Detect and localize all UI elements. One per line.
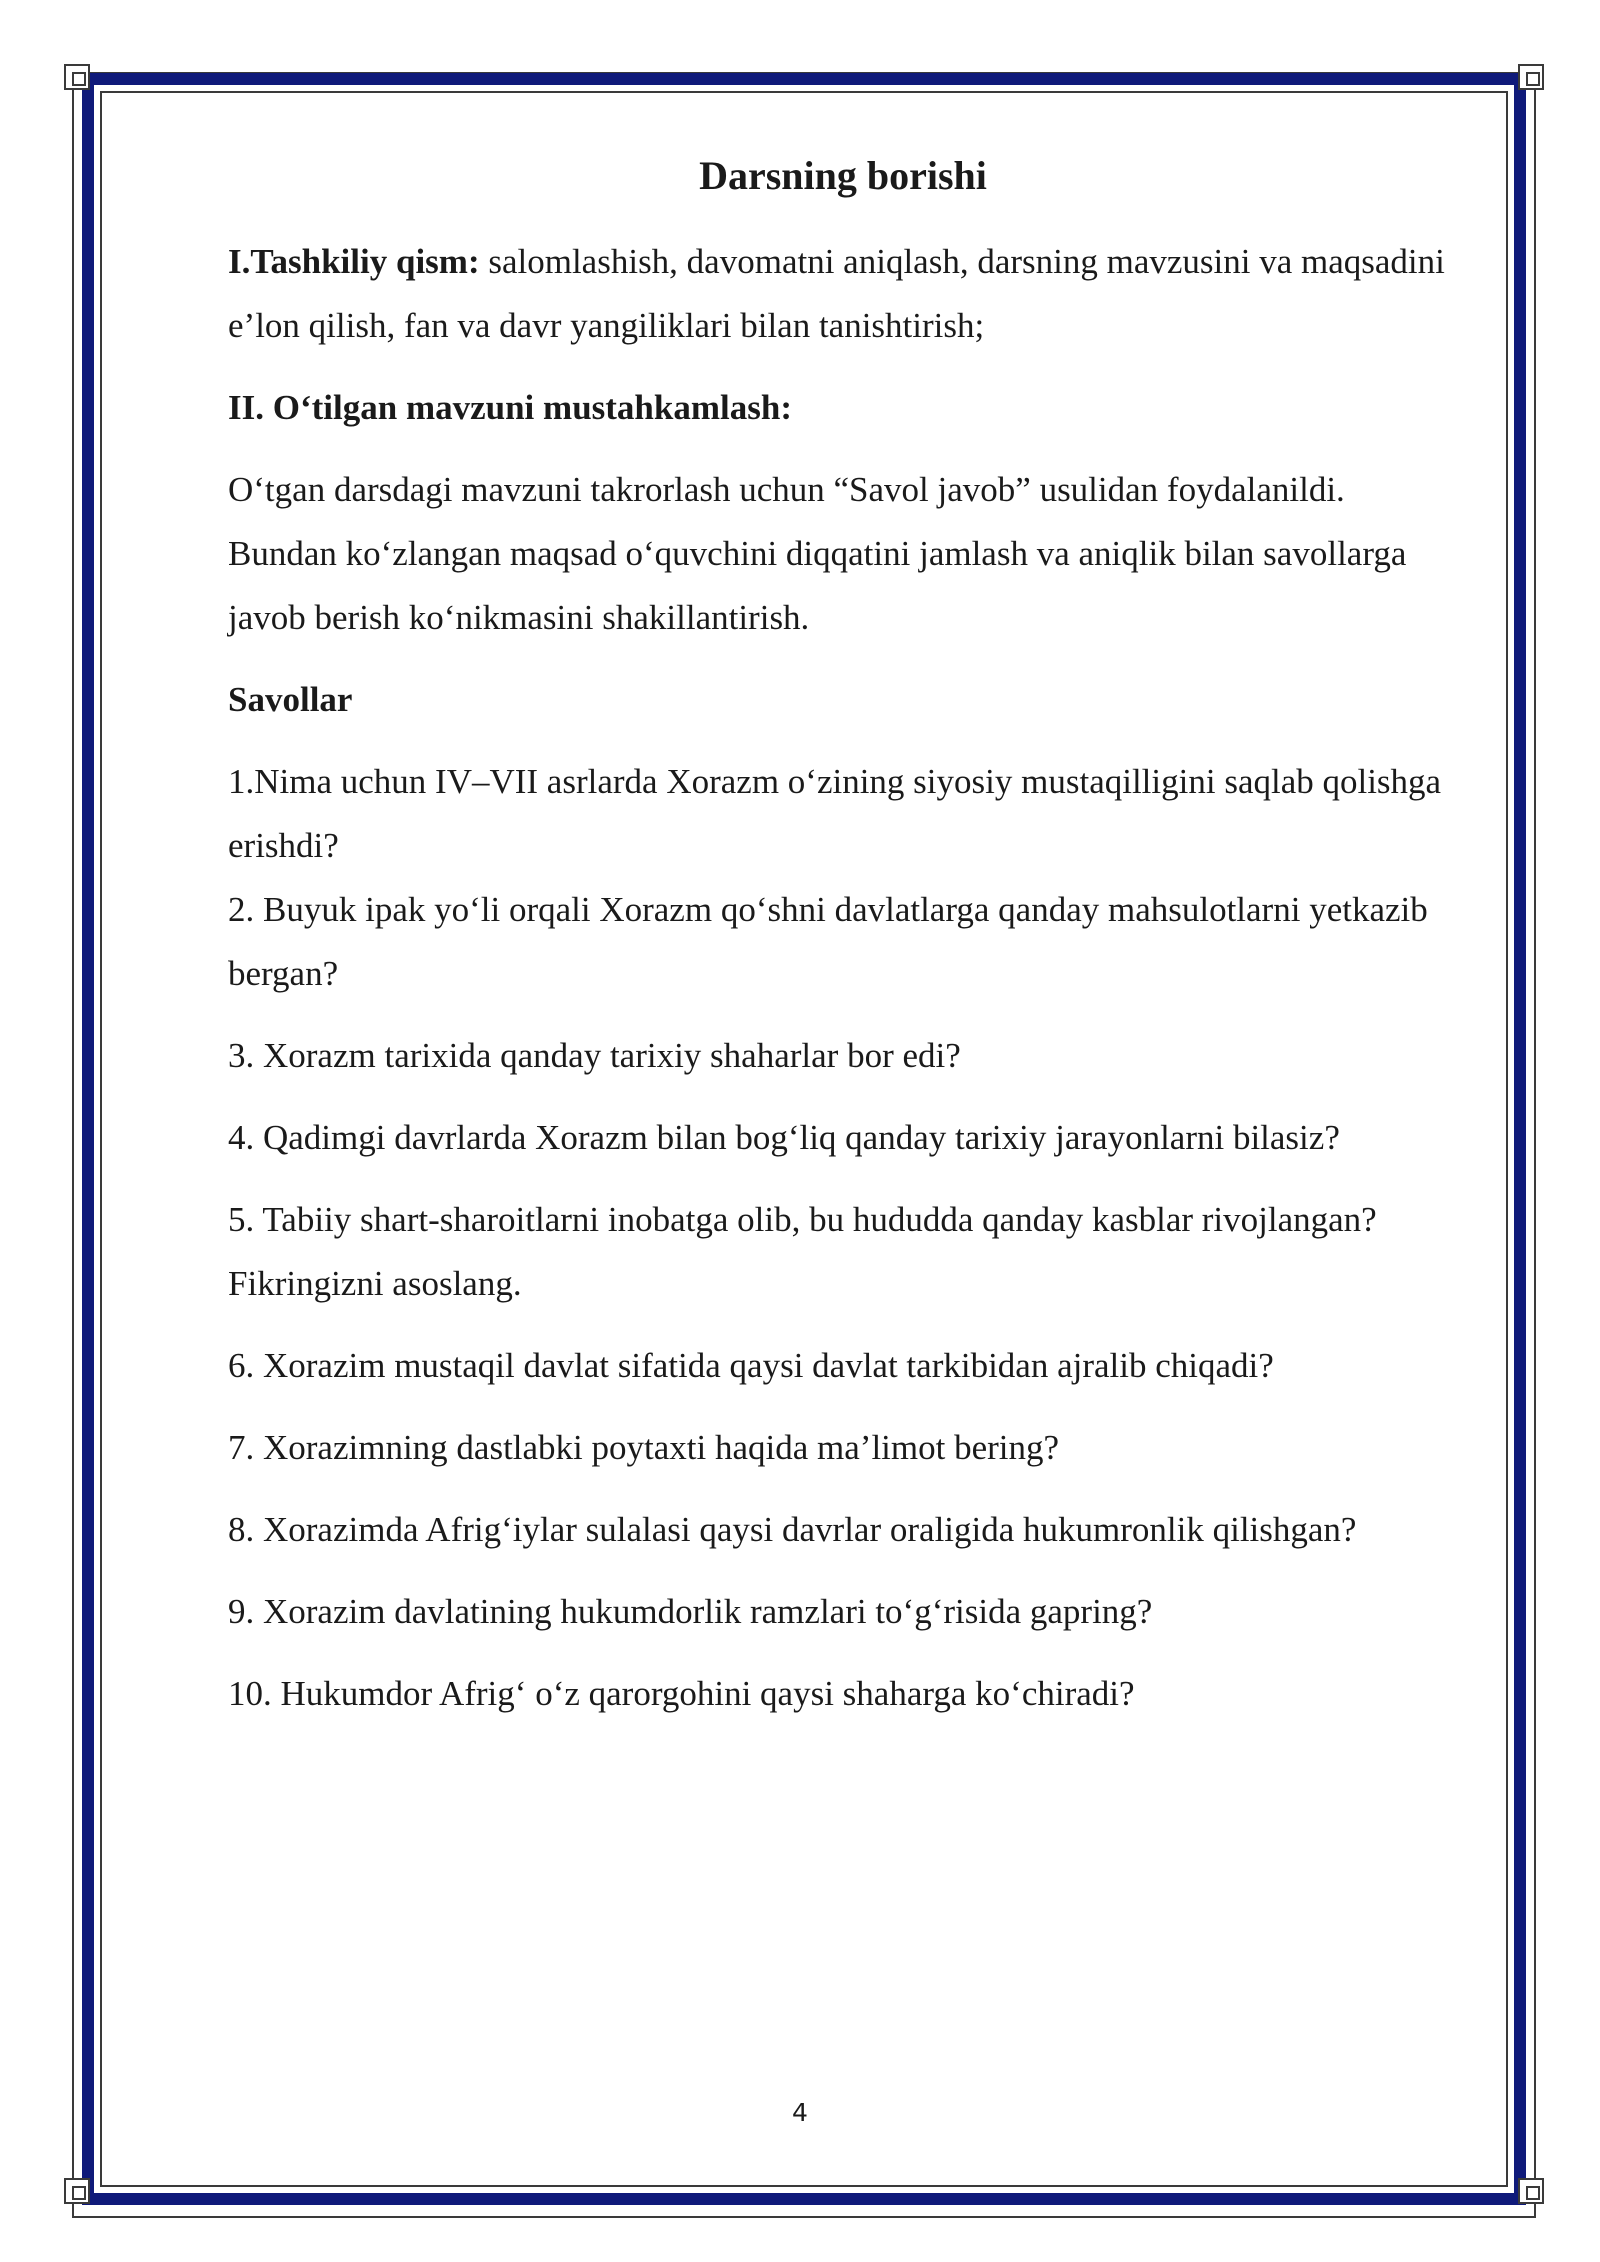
document-body [228,140,1458,1726]
section-review-text: O‘tgan darsdagi mavzuni takrorlash uchun “Savol javob” usulidan foydalanildi. Bundan ko‘zlangan maqsad o‘quvchini diqqatini jamlash va aniqlik bilan savollarga javob berish ko‘nikmasini shakillantirish. [228,470,1407,637]
question-item: 1.Nima uchun IV–VII asrlarda Xorazm o‘zining siyosiy mustaqilligini saqlab qolishga erishdi? [228,762,1442,865]
question-item: 6. Xorazim mustaqil davlat sifatida qaysi davlat tarkibidan ajralib chiqadi? [228,1346,1274,1385]
question-item: 7. Xorazimning dastlabki poytaxti haqida ma’limot bering? [228,1428,1060,1467]
question-item: 2. Buyuk ipak yo‘li orqali Xorazm qo‘shni davlatlarga qanday mahsulotlarni yetkazib bergan? [228,890,1428,993]
corner-ornament-icon [64,64,90,90]
section-organizational-label: I.Tashkiliy qism: [228,242,480,281]
page-number: 4 [792,2098,808,2127]
question-item: 10. Hukumdor Afrig‘ o‘z qarorgohini qaysi shaharga ko‘chiradi? [228,1674,1135,1713]
question-item: 9. Xorazim davlatining hukumdorlik ramzlari to‘g‘risida gapring? [228,1592,1153,1631]
corner-ornament-icon [1518,64,1544,90]
section-organizational-text: salomlashish, davomatni aniqlash, darsning mavzusini va maqsadini e’lon qilish, fan va davr yangiliklari bilan tanishtirish; [228,242,1445,345]
section-organizational [228,230,1458,358]
corner-ornament-icon [64,2178,90,2204]
page-title: Darsning borishi [699,153,987,198]
questions-heading: Savollar [228,680,353,719]
question-item: 3. Xorazm tarixida qanday tarixiy shaharlar bor edi? [228,1036,961,1075]
question-item: 8. Xorazimda Afrig‘iylar sulalasi qaysi davrlar oraligida hukumronlik qilishgan? [228,1510,1357,1549]
corner-ornament-icon [1518,2178,1544,2204]
question-item: 4. Qadimgi davrlarda Xorazm bilan bog‘liq qanday tarixiy jarayonlarni bilasiz? [228,1118,1340,1157]
section-review-heading: II. O‘tilgan mavzuni mustahkamlash: [228,388,792,427]
question-item: 5. Tabiiy shart-sharoitlarni inobatga olib, bu hududda qanday kasblar rivojlangan? Fikringizni asoslang. [228,1200,1377,1303]
